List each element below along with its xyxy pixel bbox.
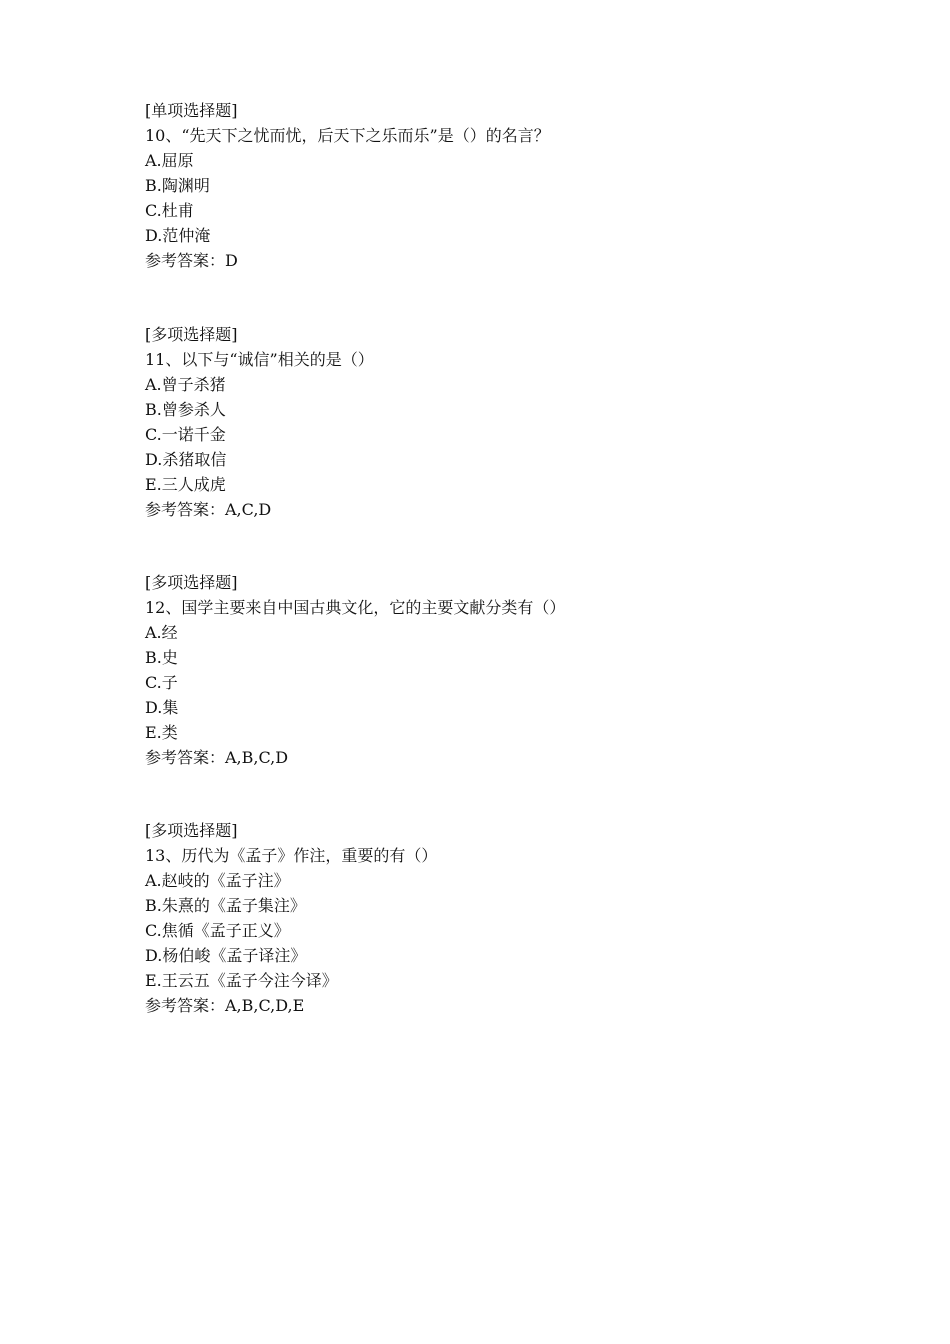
option-e: E.三人成虎 — [145, 475, 226, 494]
option-a: A.经 — [145, 623, 178, 642]
question-stem: 13、历代为《孟子》作注，重要的有（） — [145, 846, 438, 865]
question-type-label: [多项选择题] — [145, 325, 238, 344]
option-e: E.王云五《孟子今注今译》 — [145, 971, 338, 990]
option-c: C.一诺千金 — [145, 425, 226, 444]
option-d: D.集 — [145, 698, 179, 717]
question-stem: 11、以下与“诚信”相关的是（） — [145, 350, 374, 369]
question-stem: 12、国学主要来自中国古典文化，它的主要文献分类有（） — [145, 598, 566, 617]
reference-answer: 参考答案：A,C,D — [145, 500, 272, 519]
option-d: D.杨伯峻《孟子译注》 — [145, 946, 307, 965]
option-b: B.陶渊明 — [145, 176, 210, 195]
option-b: B.朱熹的《孟子集注》 — [145, 896, 306, 915]
option-b: B.史 — [145, 648, 178, 667]
question-type-label: [单项选择题] — [145, 101, 238, 120]
question-10 — [145, 98, 865, 273]
question-type-label: [多项选择题] — [145, 821, 238, 840]
question-13 — [145, 818, 865, 1018]
option-e: E.类 — [145, 723, 178, 742]
reference-answer: 参考答案：A,B,C,D,E — [145, 996, 305, 1015]
question-12 — [145, 570, 865, 770]
option-b: B.曾参杀人 — [145, 400, 226, 419]
option-c: C.子 — [145, 673, 178, 692]
option-d: D.范仲淹 — [145, 226, 211, 245]
question-type-label: [多项选择题] — [145, 573, 238, 592]
question-stem: 10、“先天下之忧而忧，后天下之乐而乐”是（）的名言？ — [145, 126, 550, 145]
option-a: A.屈原 — [145, 151, 194, 170]
option-d: D.杀猪取信 — [145, 450, 227, 469]
option-a: A.曾子杀猪 — [145, 375, 226, 394]
option-c: C.焦循《孟子正义》 — [145, 921, 290, 940]
reference-answer: 参考答案：A,B,C,D — [145, 748, 289, 767]
question-11 — [145, 322, 865, 522]
option-c: C.杜甫 — [145, 201, 194, 220]
reference-answer: 参考答案：D — [145, 251, 238, 270]
option-a: A.赵岐的《孟子注》 — [145, 871, 290, 890]
